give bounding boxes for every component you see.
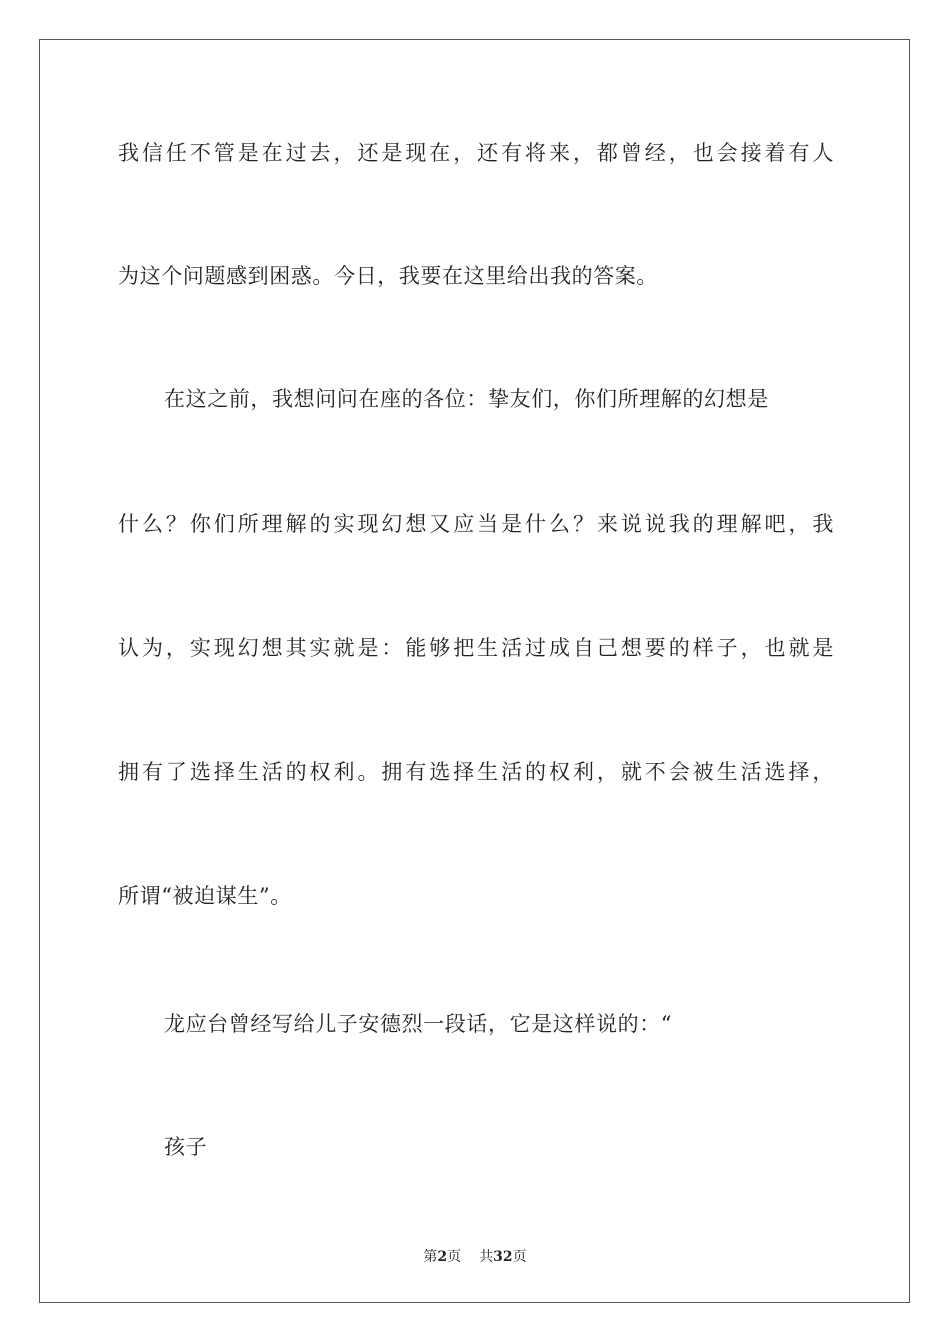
paragraph-line-2: 为这个问题感到困惑。今日，我要在这里给出我的答案。 (118, 264, 658, 288)
page-prefix: 第 (423, 1249, 438, 1265)
total-prefix: 共 (479, 1249, 494, 1265)
total-pages: 32 (493, 1249, 513, 1265)
paragraph-line-3: 在这之前，我想问问在座的各位：挚友们，你们所理解的幻想是 (164, 387, 769, 411)
page-footer (0, 1248, 950, 1266)
paragraph-line-9: 孩子 (164, 1135, 208, 1159)
paragraph-line-4: 什么？你们所理解的实现幻想又应当是什么？来说说我的理解吧，我 (118, 512, 834, 536)
paragraph-line-6: 拥有了选择生活的权利。拥有选择生活的权利，就不会被生活选择， (118, 760, 834, 784)
paragraph-line-7: 所谓“被迫谋生”。 (118, 884, 292, 908)
paragraph-line-1: 我信任不管是在过去，还是现在，还有将来，都曾经，也会接着有人 (118, 141, 834, 165)
page-number: 2 (437, 1249, 448, 1265)
page-suffix: 页 (447, 1249, 462, 1265)
paragraph-line-8: 龙应台曾经写给儿子安德烈一段话，它是这样说的：“ (164, 1012, 673, 1036)
page-border (39, 39, 910, 1303)
total-suffix: 页 (512, 1249, 527, 1265)
paragraph-line-5: 认为，实现幻想其实就是：能够把生活过成自己想要的样子，也就是 (118, 636, 834, 660)
